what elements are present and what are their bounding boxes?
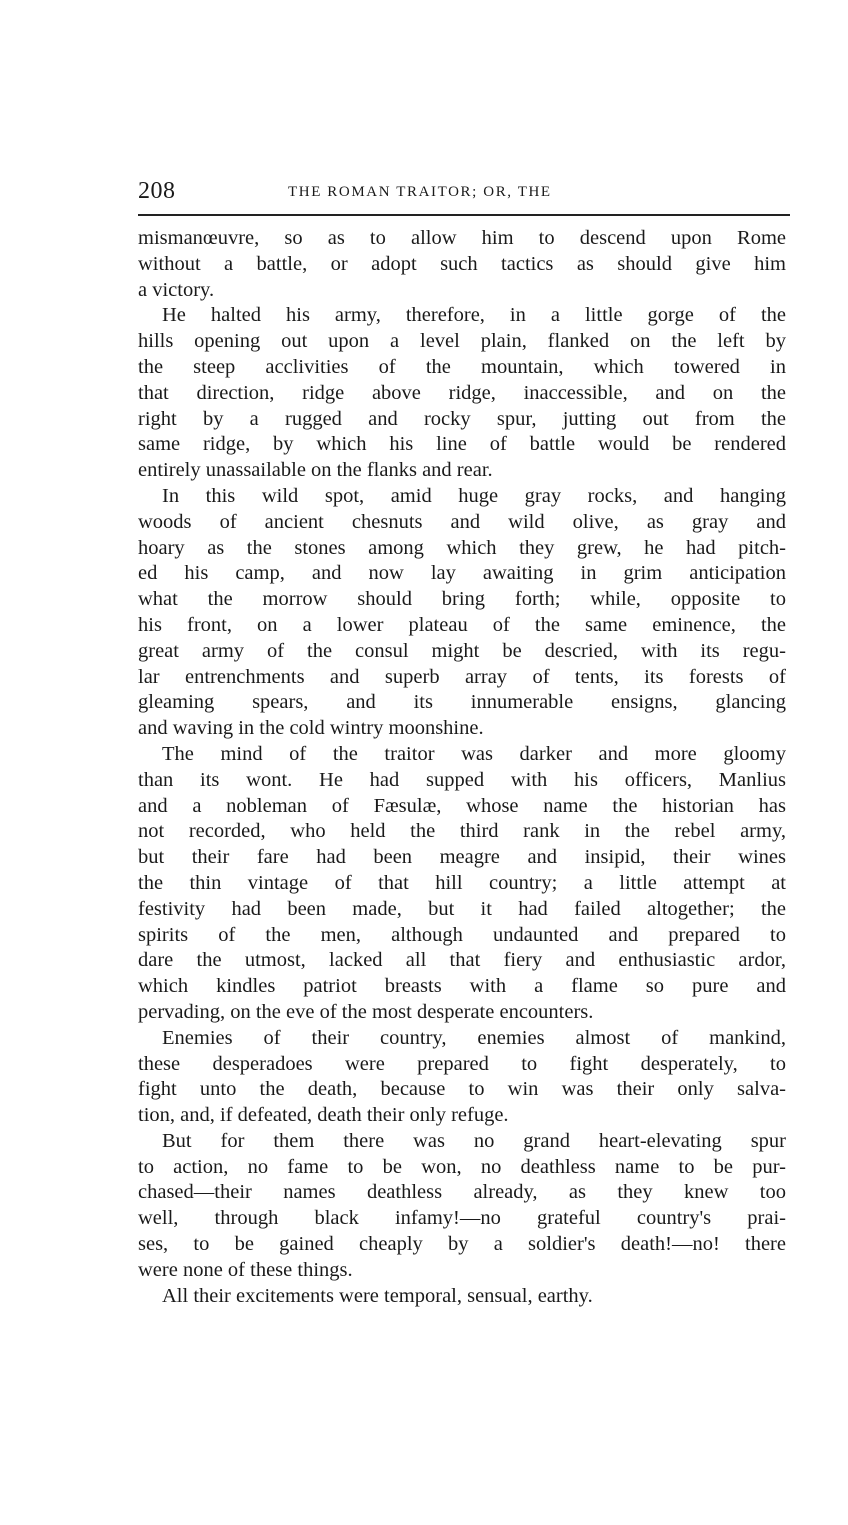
- text-line: well, through black infamy!—no grateful country's prai-: [138, 1207, 786, 1230]
- text-line: tion, and, if defeated, death their only refuge.: [138, 1104, 509, 1127]
- page-header: [138, 176, 790, 210]
- text-line: spirits of the men, although undaunted and prepared to: [138, 923, 786, 946]
- text-line: All their excitements were temporal, sensual, earthy.: [162, 1284, 593, 1307]
- header-rule: [138, 214, 790, 216]
- text-line: mismanœuvre, so as to allow him to descend upon Rome: [138, 227, 786, 249]
- text-line: and a nobleman of Fæsulæ, whose name the historian has: [138, 794, 786, 817]
- text-line: hills opening out upon a level plain, flanked on the left by: [138, 330, 786, 353]
- text-line: and waving in the cold wintry moonshine.: [138, 717, 484, 740]
- text-line: pervading, on the eve of the most desperate encounters.: [138, 1000, 594, 1023]
- running-head: THE ROMAN TRAITOR; OR, THE: [288, 184, 552, 200]
- text-line: same ridge, by which his line of battle would be rendered: [138, 433, 786, 456]
- text-line: the thin vintage of that hill country; a little attempt at: [138, 871, 786, 894]
- text-line: ses, to be gained cheaply by a soldier's death!—no! there: [138, 1233, 786, 1256]
- text-line: gleaming spears, and its innumerable ensigns, glancing: [138, 691, 786, 714]
- body-text: [138, 226, 786, 1309]
- text-line: were none of these things.: [138, 1258, 353, 1281]
- page-number: 208: [138, 178, 176, 204]
- text-line: Enemies of their country, enemies almost of mankind,: [162, 1026, 786, 1049]
- text-line: which kindles patriot breasts with a flame so pure and: [138, 975, 786, 998]
- text-line: without a battle, or adopt such tactics as should give him: [138, 252, 786, 275]
- text-line: chased—their names deathless already, as they knew too: [138, 1181, 786, 1204]
- text-line: lar entrenchments and superb array of tents, its forests of: [138, 665, 786, 688]
- text-line: dare the utmost, lacked all that fiery and enthusiastic ardor,: [138, 949, 786, 972]
- text-line: woods of ancient chesnuts and wild olive, as gray and: [138, 510, 786, 533]
- text-line: entirely unassailable on the flanks and rear.: [138, 459, 493, 482]
- text-line: that direction, ridge above ridge, inaccessible, and on the: [138, 381, 786, 404]
- text-line: his front, on a lower plateau of the same eminence, the: [138, 613, 786, 636]
- text-line: hoary as the stones among which they grew, he had pitch-: [138, 536, 786, 559]
- text-line: not recorded, who held the third rank in the rebel army,: [138, 820, 786, 843]
- text-line: these desperadoes were prepared to fight desperately, to: [138, 1052, 786, 1075]
- text-line: what the morrow should bring forth; while, opposite to: [138, 588, 786, 611]
- text-line: In this wild spot, amid huge gray rocks, and hanging: [162, 484, 786, 507]
- text-line: right by a rugged and rocky spur, jutting out from the: [138, 407, 786, 430]
- text-line: ed his camp, and now lay awaiting in grim anticipation: [138, 562, 786, 585]
- text-line: than its wont. He had supped with his officers, Manlius: [138, 768, 786, 791]
- text-line: to action, no fame to be won, no deathless name to be pur-: [138, 1155, 786, 1178]
- text-line: but their fare had been meagre and insipid, their wines: [138, 846, 786, 869]
- text-line: But for them there was no grand heart-elevating spur: [162, 1129, 786, 1152]
- text-line: fight unto the death, because to win was their only salva-: [138, 1078, 786, 1101]
- text-line: He halted his army, therefore, in a little gorge of the: [162, 304, 786, 327]
- text-line: festivity had been made, but it had failed altogether; the: [138, 897, 786, 920]
- text-line: a victory.: [138, 278, 215, 301]
- text-line: The mind of the traitor was darker and more gloomy: [162, 742, 786, 765]
- text-line: great army of the consul might be descried, with its regu-: [138, 639, 786, 662]
- text-line: the steep acclivities of the mountain, which towered in: [138, 355, 786, 378]
